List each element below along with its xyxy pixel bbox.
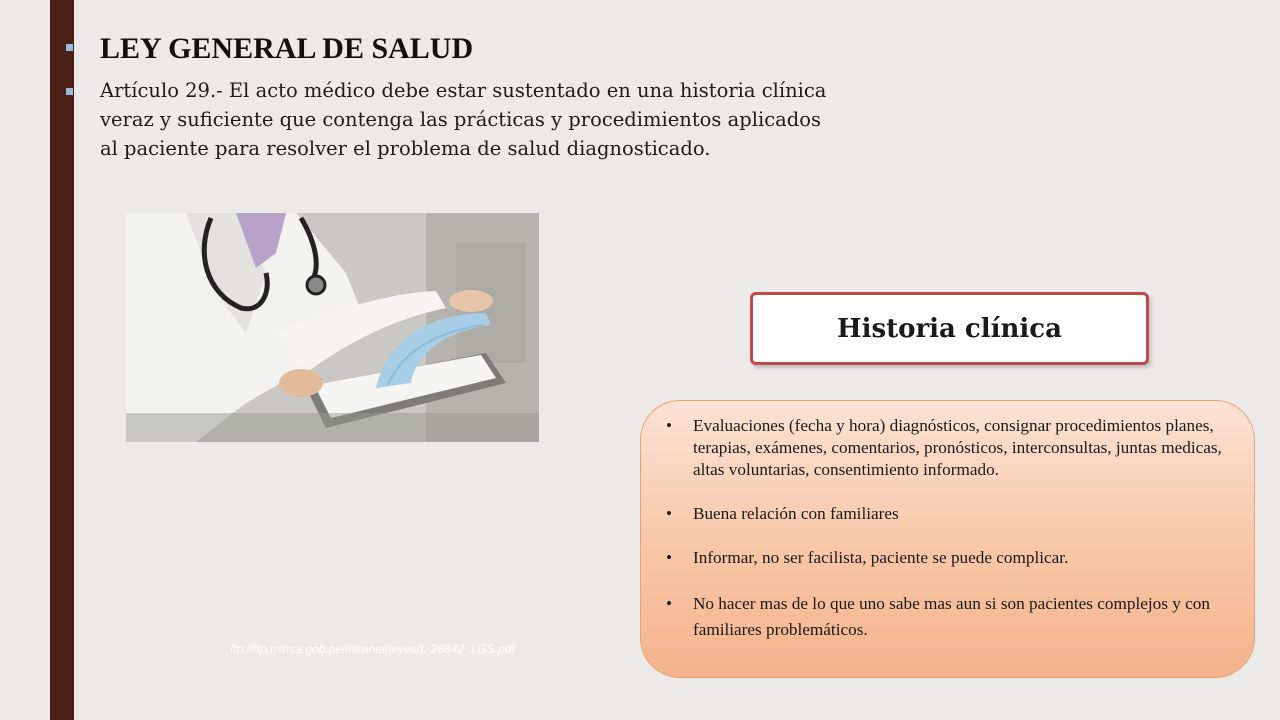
list-item: • Evaluaciones (fecha y hora) diagnósticos, consignar procedimientos planes, terapias, exámenes, comentarios, pronósticos, interconsultas, juntas medicas, altas voluntarias, consentimiento informado. <box>693 415 1233 481</box>
requirements-box <box>640 400 1255 678</box>
side-accent-bar <box>50 0 74 720</box>
article-paragraph <box>100 76 890 163</box>
article-line: Artículo 29.- El acto médico debe estar sustentado en una historia clínica <box>100 79 827 102</box>
requirements-list <box>693 415 1233 665</box>
article-line: al paciente para resolver el problema de salud diagnosticado. <box>100 137 711 160</box>
slide-title: LEY GENERAL DE SALUD <box>100 32 474 65</box>
list-item: • Informar, no ser facilista, paciente se puede complicar. <box>693 547 1233 569</box>
title-bullet-icon <box>66 44 73 51</box>
historia-clinica-box <box>750 292 1149 365</box>
historia-clinica-label: Historia clínica <box>837 313 1062 344</box>
doctor-illustration-icon <box>126 213 539 442</box>
paragraph-bullet-icon <box>66 88 73 95</box>
source-link[interactable]: ftp://ftp.minsa.gob.pe/intranet/leyes/L-26842_LGS.pdf <box>230 642 515 656</box>
list-item: • Buena relación con familiares <box>693 503 1233 525</box>
doctor-photo <box>126 213 539 442</box>
list-item: • No hacer mas de lo que uno sabe mas aun si son pacientes complejos y con familiares problemáticos. <box>693 591 1233 643</box>
article-line: veraz y suficiente que contenga las prácticas y procedimientos aplicados <box>100 108 821 131</box>
